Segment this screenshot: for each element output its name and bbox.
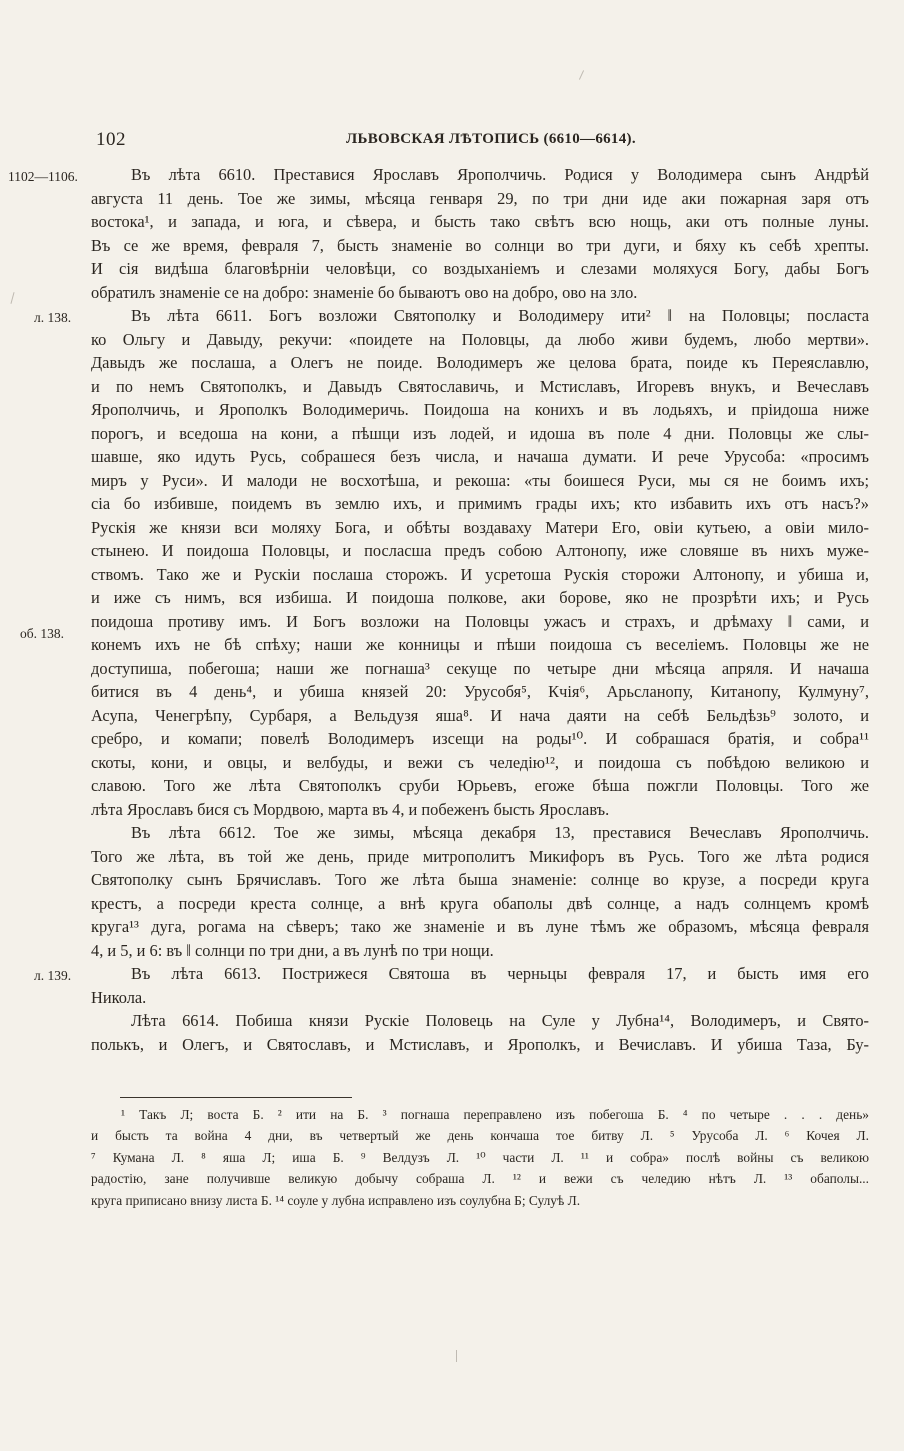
footnote-line: и бысть та война 4 дни, въ четвертый же день кончаша тое битву Л. ⁵ Урусоба Л. ⁶ Кочея Л. — [91, 1128, 869, 1144]
margin-note-folio-139: л. 139. — [34, 968, 72, 983]
running-title: ЛЬВОВСКАЯ ЛѢТОПИСЬ (6610—6614). — [346, 131, 636, 147]
text-line: Ярополчичь, и Ярополкъ Володимеричь. Поидоша на конихъ и въ лодьяхъ, и пріидоша ниже — [91, 400, 869, 419]
text-line: шавше, яко идуть Русь, собрашеся безъ числа, и начаша думати. И рече Урусоба: «просимъ — [91, 447, 869, 466]
text-line: конемъ ихъ не бѣ спѣху; наши же конницы и пѣши поидоша съ веселіемъ. Половцы же не — [91, 635, 869, 654]
text-line: Рускія же князи вси моляху Бога, и обѣты воздаваху Матери Его, овіи кутьею, а овіи мило- — [91, 517, 869, 537]
footnotes — [91, 1104, 869, 1211]
text-line: Въ лѣта 6610. Преставися Ярославъ Ярополчичь. Родися у Володимера сынъ Андрѣй — [131, 165, 869, 184]
text-line: скоты, кони, и овцы, и велбуды, и вежи съ челедію¹², и поидоша съ побѣдою великою и — [91, 752, 869, 772]
text-line: поидоша противу имъ. И Богъ возложи на Половцы ужасъ и страхъ, и дрѣмаху ‖ сами, и — [91, 611, 869, 631]
text-line: битися въ 4 день⁴, и убиша князей 20: Урусобя⁵, Кчія⁶, Арьсланопу, Китанопу, Кулмуну⁷, — [91, 682, 869, 701]
page-number: 102 — [96, 129, 126, 150]
text-line: И сія видѣша благовѣрніи человѣци, со воздыханіемъ и слезами моляхуся Богу, дабы Богъ — [91, 259, 869, 278]
footnote-line: ⁷ Кумана Л. ⁸ яша Л; иша Б. ⁹ Велдузъ Л. ¹⁰ части Л. ¹¹ и собра» послѣ войны съ великою — [91, 1149, 869, 1165]
paper-speck — [10, 292, 14, 304]
text-line: славою. Того же лѣта Святополкъ сруби Юрьевъ, егоже бѣша пожгли Половцы. Того же — [91, 776, 869, 795]
text-line: Въ лѣта 6613. Пострижеся Святоша въ черньцы февраля 17, и бысть имя его — [131, 964, 869, 983]
page-header — [0, 129, 904, 155]
text-line: и по немъ Святополкъ, и Давыдъ Святославичь, и Мстиславъ, Игоревъ внукъ, и Вечеславъ — [91, 376, 869, 396]
paper-speck — [456, 1350, 457, 1362]
text-line: Никола. — [91, 987, 147, 1007]
footnote-line: радостію, зане получивше великую добычу собраша Л. ¹² и вежи съ челедию нѣтъ Л. ¹³ обаполы... — [91, 1171, 869, 1187]
margin-note-folio-138-verso: об. 138. — [20, 626, 64, 641]
chronicle-text — [91, 163, 869, 1056]
text-line: Въ се же время, февраля 7, бысть знаменіе во солнци во три дуги, и бяху къ себѣ хрепты. — [91, 235, 869, 255]
text-line: Лѣта 6614. Побиша князи Рускіе Половець на Суле у Лубна¹⁴, Володимеръ, и Свято- — [131, 1011, 869, 1030]
text-line: Асупа, Ченегрѣпу, Сурбаря, а Вельдузя яша⁸. И нача даяти на себѣ Бельдѣзь⁹ золото, и — [91, 705, 869, 725]
text-line: ствомъ. Тако же и Рускіи послаша сторожъ. И усретоша Рускія сторожи Алтонопу, и убиша и, — [91, 564, 869, 584]
text-line: 4, и 5, и 6: въ ‖ солнци по три дни, а въ лунѣ по три нощи. — [91, 940, 494, 960]
margin-note-folio-138: л. 138. — [34, 310, 72, 325]
text-line: сребро, и комапи; повелѣ Володимеръ изсещи на роды¹⁰. И собрашася братія, и собра¹¹ — [91, 729, 869, 748]
text-line: полькъ, и Олегъ, и Святославъ, и Мстиславъ, и Ярополкъ, и Вечиславъ. И убиша Таза, Бу- — [91, 1034, 869, 1054]
text-line: сіа бо избивше, поидемъ въ землю ихъ, и примимъ грады ихъ; кто избавить ихъ отъ насъ?» — [91, 494, 869, 513]
text-line: востока¹, и запада, и юга, и сѣвера, и бысть тако свѣтъ всю нощь, аки отъ полные луны. — [91, 212, 869, 231]
footnote-divider — [120, 1097, 352, 1098]
paper-speck — [579, 70, 584, 79]
text-line: круга¹³ дуга, рогама на сѣверъ; тако же знаменіе и въ луне тѣмъ же образомъ, мѣсяца февраля — [91, 917, 869, 936]
text-line: Въ лѣта 6611. Богъ возложи Святополку и Володимеру ити² ‖ на Половцы; посласта — [131, 306, 869, 325]
text-line: обратилъ знаменіе се на добро: знаменіе бо бываютъ ово на добро, ово на зло. — [91, 282, 638, 302]
text-line: порогъ, и вседоша на кони, а пѣшци изъ лодей, и идоша въ поле 4 дни. Половцы же слы- — [91, 423, 869, 443]
text-line: лѣта Ярославъ бися съ Мордвою, марта въ 4, и побеженъ бысть Ярославъ. — [91, 799, 610, 819]
text-line: Того же лѣта, въ той же день, приде митрополитъ Микифоръ въ Русь. Того же лѣта родися — [91, 846, 869, 866]
text-line: августа 11 день. Тое же зимы, мѣсяца генваря 29, по три дни иде аки пожарная заря отъ — [91, 188, 869, 208]
footnote-line: круга приписано внизу листа Б. ¹⁴ соуле у лубна исправлено изъ соулубна Б; Сулуѣ Л. — [91, 1192, 581, 1208]
text-line: стынею. И поидоша Половцы, и посласша предъ собою Алтонопу, иже словяше въ нихъ муже- — [91, 541, 869, 560]
text-line: ко Ольгу и Давыду, рекучи: «поидете на Половцы, да любо живи будемъ, любо мертви». — [91, 329, 869, 349]
text-line: крестъ, а посреди креста солнце, а внѣ круга обаполы двѣ солнце, а надъ солнцемъ кромѣ — [91, 893, 869, 913]
footnote-line: ¹ Такъ Л; воста Б. ² ити на Б. ³ погнаша переправлено изъ побегоша Б. ⁴ по четыре . . . день» — [121, 1107, 869, 1122]
text-line: миръ у Руси». И малоди не восхотѣша, и рекоша: «ты боишеся Руси, мы ся не боимъ ихъ; — [91, 470, 869, 490]
text-line: Давыдъ же послаша, а Олегъ не поиде. Володимеръ же целова брата, поиде къ Переяславлю, — [91, 353, 869, 372]
text-line: доступиша, побегоша; наши же погнаша³ секуще по четыре дни мѣсяца апряля. И начаша — [91, 658, 869, 678]
text-line: Въ лѣта 6612. Тое же зимы, мѣсяца декабря 13, преставися Вечеславъ Ярополчичь. — [131, 823, 869, 842]
text-line: и иже съ нимъ, вся избиша. И поидоша полкове, аки борове, яко не прозрѣти ихъ; и Русь — [91, 588, 869, 607]
text-line: Святополку сынъ Брячиславъ. Того же лѣта быша знаменіе: солнце во крузе, а посреди круга — [91, 870, 869, 889]
margin-note-years: 1102—1106. — [8, 169, 78, 184]
